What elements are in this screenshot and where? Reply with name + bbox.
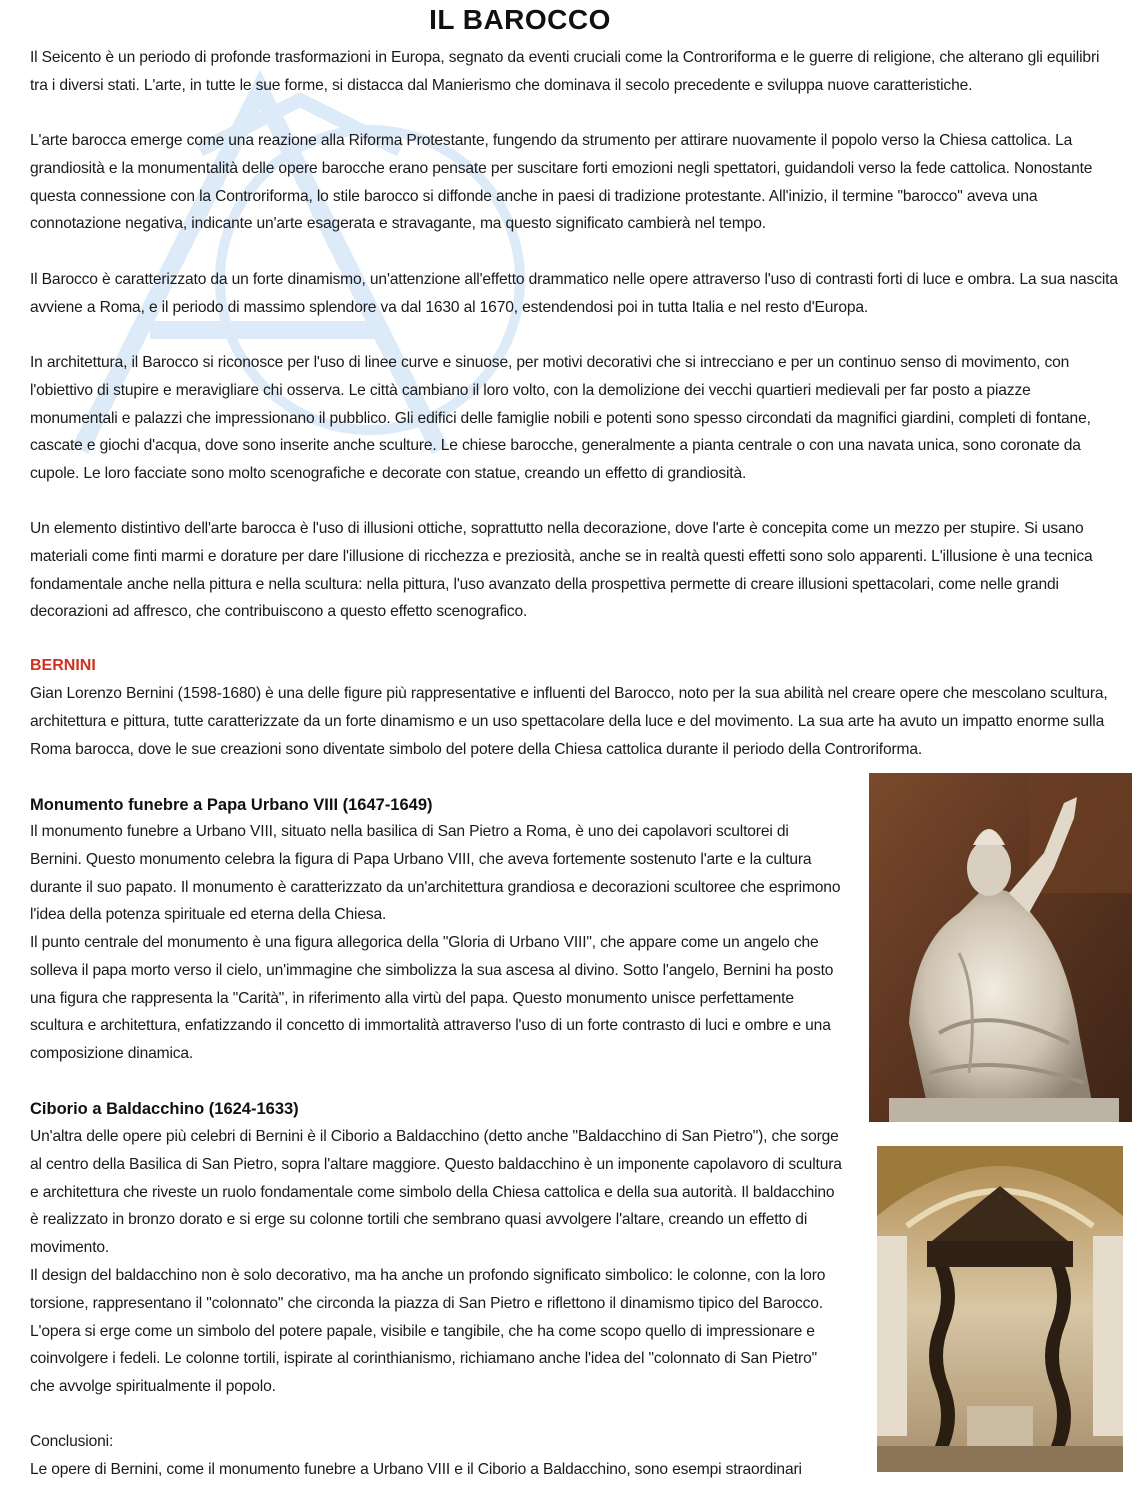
paragraph-illusioni: Un elemento distintivo dell'arte barocca è l'uso di illusioni ottiche, soprattutto nella decorazione, dove l'arte è concepita come un mezzo per stupire. Si usano materiali come finti marmi e dorature per dare l'illusione di ricchezza e preziosità, anche se in realtà questi effetti sono solo apparenti. L'illusione è una tecnica fondamentale anche nella pittura e nella scultura: nella pittura, l'uso avanzato della prospettiva permette di creare illusioni spettacolari, come nelle grandi decorazioni ad affresco, che contribuiscono a questo effetto scenografico. — [30, 520, 1093, 621]
conclusioni-label: Conclusioni: — [30, 1433, 114, 1450]
statue-photo — [869, 773, 1132, 1122]
paragraph-urbano-2: Il punto centrale del monumento è una figura allegorica della "Gloria di Urbano VIII", che appare come un angelo che solleva il papa morto verso il cielo, un'immagine che simbolizza la sua ascesa al divino. Sotto l'angelo, Bernini ha posto una figura che rappresenta la "Carità", in riferimento alla virtù del papa. Questo monumento unisce perfettamente scultura e architettura, enfatizzando il concetto di immortalità attraverso l'uso di un forte contrasto di luci e ombre e una composizione dinamica. — [30, 934, 834, 1063]
page-title: IL BAROCCO — [429, 4, 611, 35]
paragraph-architettura: In architettura, il Barocco si riconosce per l'uso di linee curve e sinuose, per motivi decorativi che si intrecciano e per un continuo senso di movimento, con l'obiettivo di stupire e meravigliare chi osserva. Le città cambiano il loro volto, con la demolizione dei vecchi quartieri medievali per far posto a piazze monumentali e palazzi che impressionano il pubblico. Gli edifici delle famiglie nobili e potenti sono spesso circondati da magnifici giardini, completi di fontane, cascate e giochi d'acqua, dove sono inserite anche sculture. Le chiese barocche, generalmente a pianta centrale o con una navata unica, sono coronate da cupole. Le loro facciate sono molto scenografiche e decorate con statue, creando un effetto di grandiosità. — [30, 354, 1091, 483]
paragraph-dinamismo: Il Barocco è caratterizzato da un forte dinamismo, un'attenzione all'effetto drammatico nelle opere attraverso l'uso di contrasti forti di luce e ombra. La sua nascita avviene a Roma, e il periodo di massimo splendore va dal 1630 al 1670, estendendosi poi in tutta Italia e nel resto d'Europa. — [30, 271, 1118, 316]
paragraph-urbano-1: Il monumento funebre a Urbano VIII, situato nella basilica di San Pietro a Roma, è uno dei capolavori scultorei di Bernini. Questo monumento celebra la figura di Papa Urbano VIII, che aveva fortemente sostenuto l'arte e la cultura durante il suo papato. Il monumento è caratterizzato da un'architettura grandiosa e decorazioni scultoree che esprimono l'idea della potenza spirituale ed eterna della Chiesa. — [30, 823, 841, 924]
ciborio-heading: Ciborio a Baldacchino (1624-1633) — [30, 1100, 299, 1118]
paragraph-arte-barocca: L'arte barocca emerge come una reazione alla Riforma Protestante, fungendo da strumento per attirare nuovamente il popolo verso la Chiesa cattolica. La grandiosità e la monumentalità delle opere barocche erano pensate per suscitare forti emozioni negli spettatori, guidandoli verso la fede cattolica. Nonostante questa connessione con la Controriforma, lo stile barocco si diffonde anche in paesi di tradizione protestante. All'inizio, il termine "barocco" aveva una connotazione negativa, indicante un'arte esagerata e stravagante, ma questo significato cambierà nel tempo. — [30, 132, 1093, 233]
baldacchino-photo — [877, 1146, 1123, 1472]
paragraph-ciborio-2: Il design del baldacchino non è solo decorativo, ma ha anche un profondo significato simbolico: le colonne, con la loro torsione, rappresentano il "colonnato" che circonda la piazza di San Pietro e riflettono il dinamismo tipico del Barocco. L'opera si erge come un simbolo del potere papale, visibile e tangibile, che ha come scopo quello di impressionare e coinvolgere i fedeli. Le colonne tortili, ispirate al corinthianismo, richiamano anche l'idea del "colonnato di San Pietro" che avvolge spiritualmente il popolo. — [30, 1267, 826, 1396]
paragraph-bernini-intro: Gian Lorenzo Bernini (1598-1680) è una delle figure più rappresentative e influenti del Barocco, noto per la sua abilità nel creare opere che mescolano scultura, architettura e pittura, tutte caratterizzate da un forte dinamismo e un uso spettacolare della luce e del movimento. La sua arte ha avuto un impatto enorme sulla Roma barocca, dove le sue creazioni sono diventate simbolo del potere della Chiesa cattolica durante il periodo della Controriforma. — [30, 685, 1108, 758]
paragraph-conclusioni: Le opere di Bernini, come il monumento funebre a Urbano VIII e il Ciborio a Baldacchino, sono esempi straordinari — [30, 1461, 802, 1478]
urbano-heading: Monumento funebre a Papa Urbano VIII (1647-1649) — [30, 796, 433, 814]
bernini-heading: BERNINI — [30, 657, 96, 674]
paragraph-intro: Il Seicento è un periodo di profonde trasformazioni in Europa, segnato da eventi cruciali come la Controriforma e le guerre di religione, che alterano gli equilibri tra i diversi stati. L'arte, in tutte le sue forme, si distacca dal Manierismo che dominava il secolo precedente e sviluppa nuove caratteristiche. — [30, 49, 1100, 94]
paragraph-ciborio-1: Un'altra delle opere più celebri di Bernini è il Ciborio a Baldacchino (detto anche "Baldacchino di San Pietro"), che sorge al centro della Basilica di San Pietro, sopra l'altare maggiore. Questo baldacchino è un imponente capolavoro di scultura e architettura che riveste un ruolo fondamentale come simbolo della Chiesa cattolica e della sua autorità. Il baldacchino è realizzato in bronzo dorato e si erge su colonne tortili che sembrano quasi avvolgere l'altare, creando un effetto di movimento. — [30, 1128, 842, 1257]
